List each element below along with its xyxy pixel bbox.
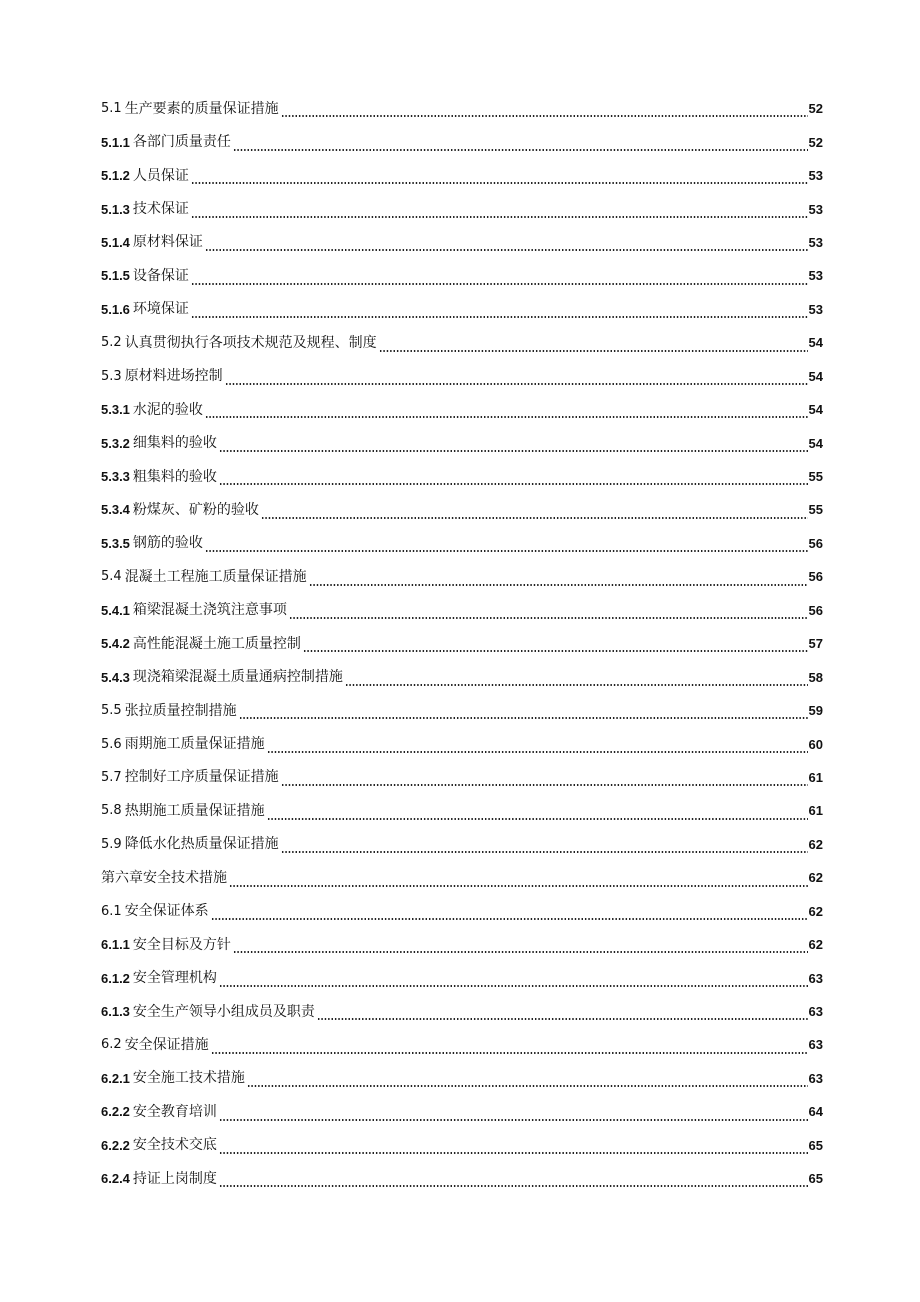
- toc-entry-label: [101, 503, 259, 517]
- toc-entry-label: [101, 536, 203, 550]
- toc-entry-label: [101, 804, 265, 818]
- toc-entry-label: [101, 269, 189, 283]
- toc-section-title: 细集料的验收: [132, 435, 217, 452]
- toc-page-number: 60: [808, 736, 823, 752]
- toc-dot-leader: [191, 216, 808, 218]
- toc-entry-label: [101, 971, 217, 985]
- toc-dot-leader: [309, 584, 808, 586]
- toc-entry-label: [101, 1038, 209, 1052]
- toc-page-number: 53: [808, 234, 823, 250]
- toc-entry-label: [101, 1071, 245, 1085]
- toc-page-number: 62: [808, 836, 823, 852]
- toc-entry[interactable]: [101, 192, 823, 225]
- toc-page-number: 54: [808, 402, 823, 418]
- toc-page-number: 63: [808, 1004, 823, 1020]
- toc-page-number: 62: [808, 903, 823, 919]
- toc-entry[interactable]: [101, 560, 823, 593]
- toc-section-title: 人员保证: [132, 167, 189, 184]
- toc-page-number: 54: [808, 368, 823, 384]
- toc-section-number: 6.2.2: [101, 1137, 130, 1153]
- toc-page-number: 52: [808, 101, 823, 117]
- toc-dot-leader: [219, 985, 808, 987]
- toc-entry-label: [101, 336, 377, 350]
- toc-page-number: 59: [808, 703, 823, 719]
- toc-dot-leader: [219, 483, 808, 485]
- toc-entry-label: [101, 1172, 217, 1186]
- toc-section-number: 5.4.1: [101, 602, 130, 618]
- toc-entry[interactable]: [101, 1028, 823, 1061]
- toc-section-title: 安全管理机构: [132, 970, 217, 987]
- toc-entry[interactable]: [101, 1129, 823, 1162]
- toc-entry[interactable]: [101, 594, 823, 627]
- toc-entry-label: [101, 169, 189, 183]
- toc-dot-leader: [247, 1085, 808, 1087]
- table-of-contents: [101, 92, 823, 1195]
- toc-page-number: 53: [808, 301, 823, 317]
- toc-dot-leader: [233, 149, 808, 151]
- toc-page-number: 58: [808, 669, 823, 685]
- toc-entry-label: [101, 302, 189, 316]
- toc-section-title: 箱梁混凝土浇筑注意事项: [132, 602, 287, 619]
- toc-dot-leader: [191, 182, 808, 184]
- toc-entry[interactable]: [101, 1062, 823, 1095]
- toc-dot-leader: [205, 249, 808, 251]
- toc-entry[interactable]: [101, 895, 823, 928]
- toc-dot-leader: [281, 784, 808, 786]
- toc-section-title: 生产要素的质量保证措施: [124, 100, 279, 117]
- toc-section-number: 5.1.3: [101, 201, 130, 217]
- toc-dot-leader: [191, 316, 808, 318]
- toc-entry[interactable]: [101, 527, 823, 560]
- toc-section-number: 5.4: [101, 569, 122, 585]
- toc-section-number: 5.3.4: [101, 502, 130, 518]
- toc-section-title: 安全施工技术措施: [132, 1070, 245, 1087]
- toc-section-title: 张拉质量控制措施: [124, 702, 237, 719]
- toc-section-number: 5.1.5: [101, 268, 130, 284]
- toc-section-number: 5.5: [101, 703, 122, 719]
- toc-dot-leader: [303, 650, 808, 652]
- toc-dot-leader: [261, 517, 808, 519]
- toc-entry[interactable]: [101, 928, 823, 961]
- toc-entry[interactable]: [101, 326, 823, 359]
- toc-section-number: 5.3.2: [101, 435, 130, 451]
- toc-dot-leader: [267, 751, 808, 753]
- toc-entry[interactable]: [101, 660, 823, 693]
- toc-page-number: 61: [808, 769, 823, 785]
- toc-entry-label: [101, 235, 203, 249]
- toc-entry[interactable]: [101, 1095, 823, 1128]
- toc-section-number: 5.1.1: [101, 134, 130, 150]
- toc-section-number: 6.2.4: [101, 1171, 130, 1187]
- toc-section-number: 5.3: [101, 368, 122, 384]
- toc-section-number: 6.1: [101, 903, 122, 919]
- toc-dot-leader: [281, 851, 808, 853]
- toc-entry-label: [101, 1138, 217, 1152]
- toc-section-title: 粗集料的验收: [132, 468, 217, 485]
- toc-entry[interactable]: [101, 995, 823, 1028]
- toc-entry-label: [101, 603, 287, 617]
- toc-entry-label: [101, 135, 231, 149]
- toc-dot-leader: [219, 1185, 808, 1187]
- toc-entry-label: [101, 369, 223, 383]
- toc-section-number: 5.4.2: [101, 636, 130, 652]
- toc-dot-leader: [267, 818, 808, 820]
- toc-dot-leader: [233, 951, 808, 953]
- toc-section-number: 5.3.1: [101, 402, 130, 418]
- toc-entry[interactable]: [101, 360, 823, 393]
- toc-section-title: 粉煤灰、矿粉的验收: [132, 501, 259, 518]
- toc-page-number: 52: [808, 134, 823, 150]
- toc-section-title: 第六章安全技术措施: [101, 869, 227, 886]
- toc-dot-leader: [317, 1018, 808, 1020]
- toc-section-number: 5.7: [101, 769, 122, 785]
- toc-section-title: 持证上岗制度: [132, 1170, 217, 1187]
- toc-section-number: 6.1.3: [101, 1004, 130, 1020]
- toc-section-title: 原材料进场控制: [124, 368, 223, 385]
- toc-page-number: 62: [808, 870, 823, 886]
- toc-entry[interactable]: [101, 159, 823, 192]
- toc-section-title: 认真贯彻执行各项技术规范及规程、制度: [124, 334, 377, 351]
- toc-entry[interactable]: [101, 393, 823, 426]
- toc-section-number: 5.9: [101, 836, 122, 852]
- toc-entry[interactable]: [101, 627, 823, 660]
- toc-dot-leader: [205, 550, 808, 552]
- toc-section-number: 5.3.3: [101, 469, 130, 485]
- toc-page-number: 65: [808, 1171, 823, 1187]
- toc-entry-label: [101, 637, 301, 651]
- toc-entry-label: [101, 837, 279, 851]
- toc-section-title: 钢筋的验收: [132, 535, 203, 552]
- toc-page-number: 53: [808, 168, 823, 184]
- toc-dot-leader: [289, 617, 808, 619]
- toc-entry-label: [101, 1105, 217, 1119]
- toc-section-number: 5.1.4: [101, 234, 130, 250]
- toc-entry-label: [101, 202, 189, 216]
- toc-section-number: 5.1: [101, 101, 122, 117]
- toc-section-number: 6.2: [101, 1037, 122, 1053]
- toc-section-number: 5.2: [101, 335, 122, 351]
- toc-entry[interactable]: [101, 694, 823, 727]
- toc-dot-leader: [211, 918, 808, 920]
- toc-page-number: 54: [808, 335, 823, 351]
- toc-page-number: 63: [808, 970, 823, 986]
- toc-section-title: 安全保证措施: [124, 1036, 209, 1053]
- toc-page-number: 63: [808, 1070, 823, 1086]
- toc-section-number: 5.1.2: [101, 168, 130, 184]
- toc-section-number: 6.1.2: [101, 970, 130, 986]
- toc-entry[interactable]: [101, 92, 823, 125]
- toc-dot-leader: [379, 350, 808, 352]
- toc-entry-label: [101, 770, 279, 784]
- toc-section-title: 安全生产领导小组成员及职责: [132, 1003, 315, 1020]
- toc-entry-label: [101, 102, 279, 116]
- toc-entry[interactable]: [101, 125, 823, 158]
- toc-section-title: 技术保证: [132, 201, 189, 218]
- toc-entry[interactable]: [101, 426, 823, 459]
- toc-section-title: 现浇箱梁混凝土质量通病控制措施: [132, 669, 343, 686]
- toc-section-number: 5.4.3: [101, 669, 130, 685]
- toc-entry[interactable]: [101, 1162, 823, 1195]
- toc-entry-label: [101, 1005, 315, 1019]
- toc-page-number: 57: [808, 636, 823, 652]
- toc-section-title: 安全教育培训: [132, 1103, 217, 1120]
- toc-section-number: 5.3.5: [101, 535, 130, 551]
- toc-dot-leader: [205, 416, 808, 418]
- toc-section-number: 6.2.2: [101, 1104, 130, 1120]
- toc-dot-leader: [219, 1152, 808, 1154]
- toc-entry[interactable]: [101, 828, 823, 861]
- toc-section-number: 5.6: [101, 736, 122, 752]
- toc-dot-leader: [211, 1052, 808, 1054]
- toc-page-number: 55: [808, 469, 823, 485]
- toc-entry-label: [101, 570, 307, 584]
- toc-entry[interactable]: [101, 259, 823, 292]
- toc-section-title: 安全保证体系: [124, 903, 209, 920]
- toc-section-number: 5.8: [101, 803, 122, 819]
- toc-section-title: 安全目标及方针: [132, 936, 231, 953]
- toc-page-number: 64: [808, 1104, 823, 1120]
- toc-entry[interactable]: [101, 493, 823, 526]
- toc-entry[interactable]: [101, 794, 823, 827]
- toc-page-number: 53: [808, 201, 823, 217]
- toc-dot-leader: [239, 717, 808, 719]
- toc-dot-leader: [191, 283, 808, 285]
- toc-section-title: 高性能混凝土施工质量控制: [132, 635, 301, 652]
- toc-entry[interactable]: [101, 226, 823, 259]
- toc-entry[interactable]: [101, 761, 823, 794]
- toc-entry[interactable]: [101, 861, 823, 894]
- toc-page-number: 63: [808, 1037, 823, 1053]
- toc-entry[interactable]: [101, 961, 823, 994]
- toc-section-number: 6.1.1: [101, 937, 130, 953]
- toc-section-title: 雨期施工质量保证措施: [124, 736, 265, 753]
- toc-section-title: 环境保证: [132, 301, 189, 318]
- toc-dot-leader: [281, 115, 808, 117]
- toc-section-title: 降低水化热质量保证措施: [124, 836, 279, 853]
- toc-dot-leader: [225, 383, 808, 385]
- toc-page-number: 54: [808, 435, 823, 451]
- toc-section-number: 6.2.1: [101, 1070, 130, 1086]
- toc-section-title: 设备保证: [132, 267, 189, 284]
- toc-entry-label: [101, 403, 203, 417]
- toc-page-number: 53: [808, 268, 823, 284]
- toc-dot-leader: [229, 885, 808, 887]
- toc-section-title: 安全技术交底: [132, 1137, 217, 1154]
- toc-section-title: 控制好工序质量保证措施: [124, 769, 279, 786]
- toc-page-number: 55: [808, 502, 823, 518]
- toc-entry-label: [101, 737, 265, 751]
- toc-entry[interactable]: [101, 460, 823, 493]
- toc-dot-leader: [219, 1119, 808, 1121]
- toc-section-title: 原材料保证: [132, 234, 203, 251]
- toc-entry-label: [101, 470, 217, 484]
- toc-dot-leader: [219, 450, 808, 452]
- toc-page-number: 56: [808, 569, 823, 585]
- toc-entry-label: [101, 670, 343, 684]
- toc-page-number: 56: [808, 602, 823, 618]
- toc-page-number: 65: [808, 1137, 823, 1153]
- toc-page-number: 62: [808, 937, 823, 953]
- toc-entry-label: [101, 904, 209, 918]
- toc-entry[interactable]: [101, 727, 823, 760]
- toc-entry-label: [101, 938, 231, 952]
- toc-page-number: 61: [808, 803, 823, 819]
- toc-entry-label: [101, 436, 217, 450]
- toc-section-number: 5.1.6: [101, 301, 130, 317]
- toc-dot-leader: [345, 684, 808, 686]
- toc-page-number: 56: [808, 535, 823, 551]
- toc-section-title: 水泥的验收: [132, 401, 203, 418]
- toc-section-title: 热期施工质量保证措施: [124, 802, 265, 819]
- toc-section-title: 混凝土工程施工质量保证措施: [124, 568, 307, 585]
- toc-section-title: 各部门质量责任: [132, 134, 231, 151]
- toc-entry-label: [101, 704, 237, 718]
- toc-entry[interactable]: [101, 293, 823, 326]
- toc-entry-label: [101, 871, 227, 885]
